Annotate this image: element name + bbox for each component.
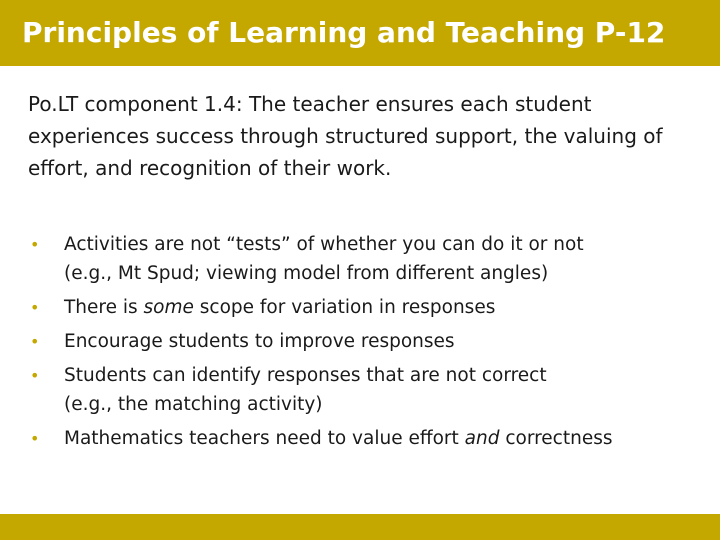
bullet-text: There is (64, 297, 144, 318)
footer-bar (0, 514, 720, 540)
bullet-item-activities (30, 230, 690, 288)
bullet-emphasis: and (464, 428, 500, 449)
slide-title: Principles of Learning and Teaching P-12 (0, 0, 720, 66)
bullet-dot-icon: • (30, 429, 40, 448)
bullet-item-variation (30, 293, 690, 322)
bullet-dot-icon: • (30, 332, 40, 351)
bullet-dot-icon: • (30, 235, 40, 254)
bullet-item-identify (30, 361, 690, 419)
bullet-text: Encourage students to improve responses (64, 331, 455, 352)
bullet-text-continuation: (e.g., the matching activity) (64, 394, 323, 415)
bullet-text: Mathematics teachers need to value effort (64, 428, 465, 449)
bullet-emphasis: some (143, 297, 194, 318)
bullet-item-value-effort (30, 424, 690, 453)
component-statement: Po.LT component 1.4: The teacher ensures each student experiences success through structured support, the valuing of effort, and recognition of their work. (28, 92, 663, 180)
bullet-text-rest: scope for variation in responses (193, 297, 496, 318)
bullet-dot-icon: • (30, 298, 40, 317)
bullet-text-continuation: (e.g., Mt Spud; viewing model from different angles) (64, 263, 549, 284)
bullet-text: Activities are not “tests” of whether you can do it or not (64, 234, 584, 255)
bullet-item-encourage (30, 327, 690, 356)
bullet-text-rest: correctness (499, 428, 613, 449)
bullet-list (30, 230, 690, 458)
bullet-dot-icon: • (30, 366, 40, 385)
bullet-text: Students can identify responses that are not correct (64, 365, 547, 386)
